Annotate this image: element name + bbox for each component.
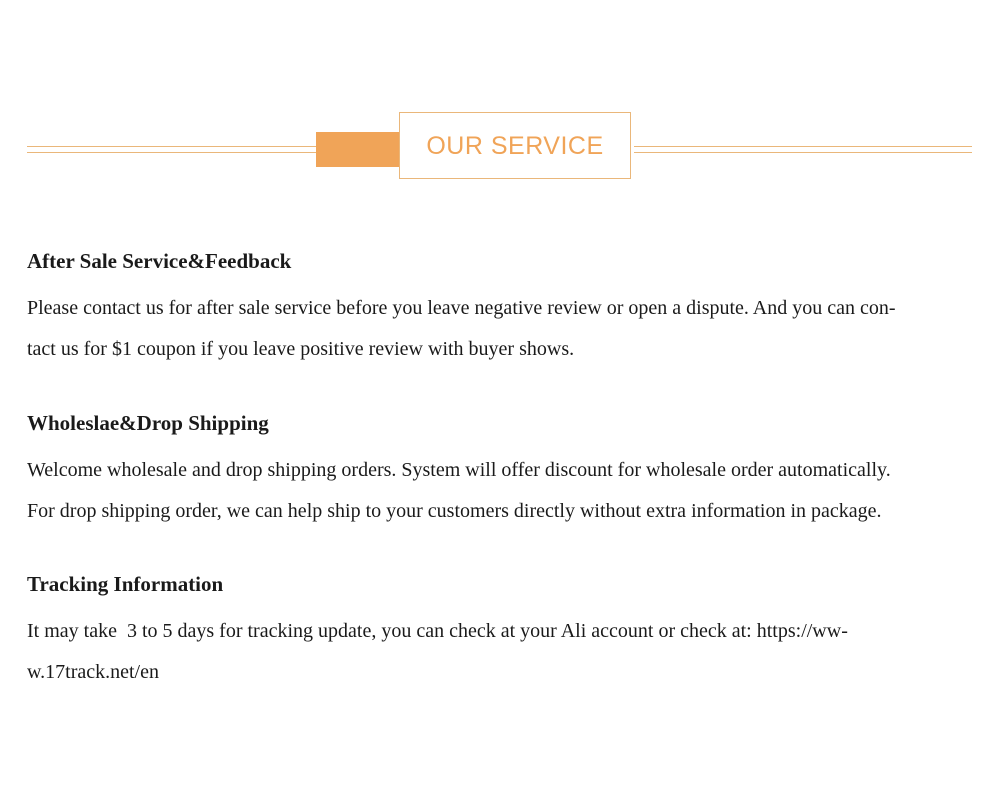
section-heading: Wholeslae&Drop Shipping	[27, 411, 269, 435]
section-tracking	[27, 571, 957, 693]
body-line: Please contact us for after sale service before you leave negative review or open a dispute. And you can con-	[27, 297, 896, 319]
section-body	[27, 611, 957, 693]
title-box	[399, 112, 631, 179]
section-body	[27, 450, 957, 532]
body-line: For drop shipping order, we can help ship to your customers directly without extra information in package.	[27, 500, 882, 522]
section-heading: After Sale Service&Feedback	[27, 249, 292, 273]
section-wholesale	[27, 410, 957, 532]
section-after-sale	[27, 248, 957, 370]
decorative-line-right	[634, 146, 972, 153]
body-line: tact us for $1 coupon if you leave positive review with buyer shows.	[27, 338, 575, 360]
body-line: It may take 3 to 5 days for tracking update, you can check at your Ali account or check at: https://ww-	[27, 620, 848, 642]
decorative-line-left	[27, 146, 317, 153]
section-heading: Tracking Information	[27, 572, 224, 596]
section-body	[27, 288, 957, 370]
page-title: OUR SERVICE	[426, 132, 604, 160]
body-line: Welcome wholesale and drop shipping orders. System will offer discount for wholesale order automatically.	[27, 459, 891, 481]
body-line tracking-link: w.17track.net/en	[27, 661, 159, 683]
